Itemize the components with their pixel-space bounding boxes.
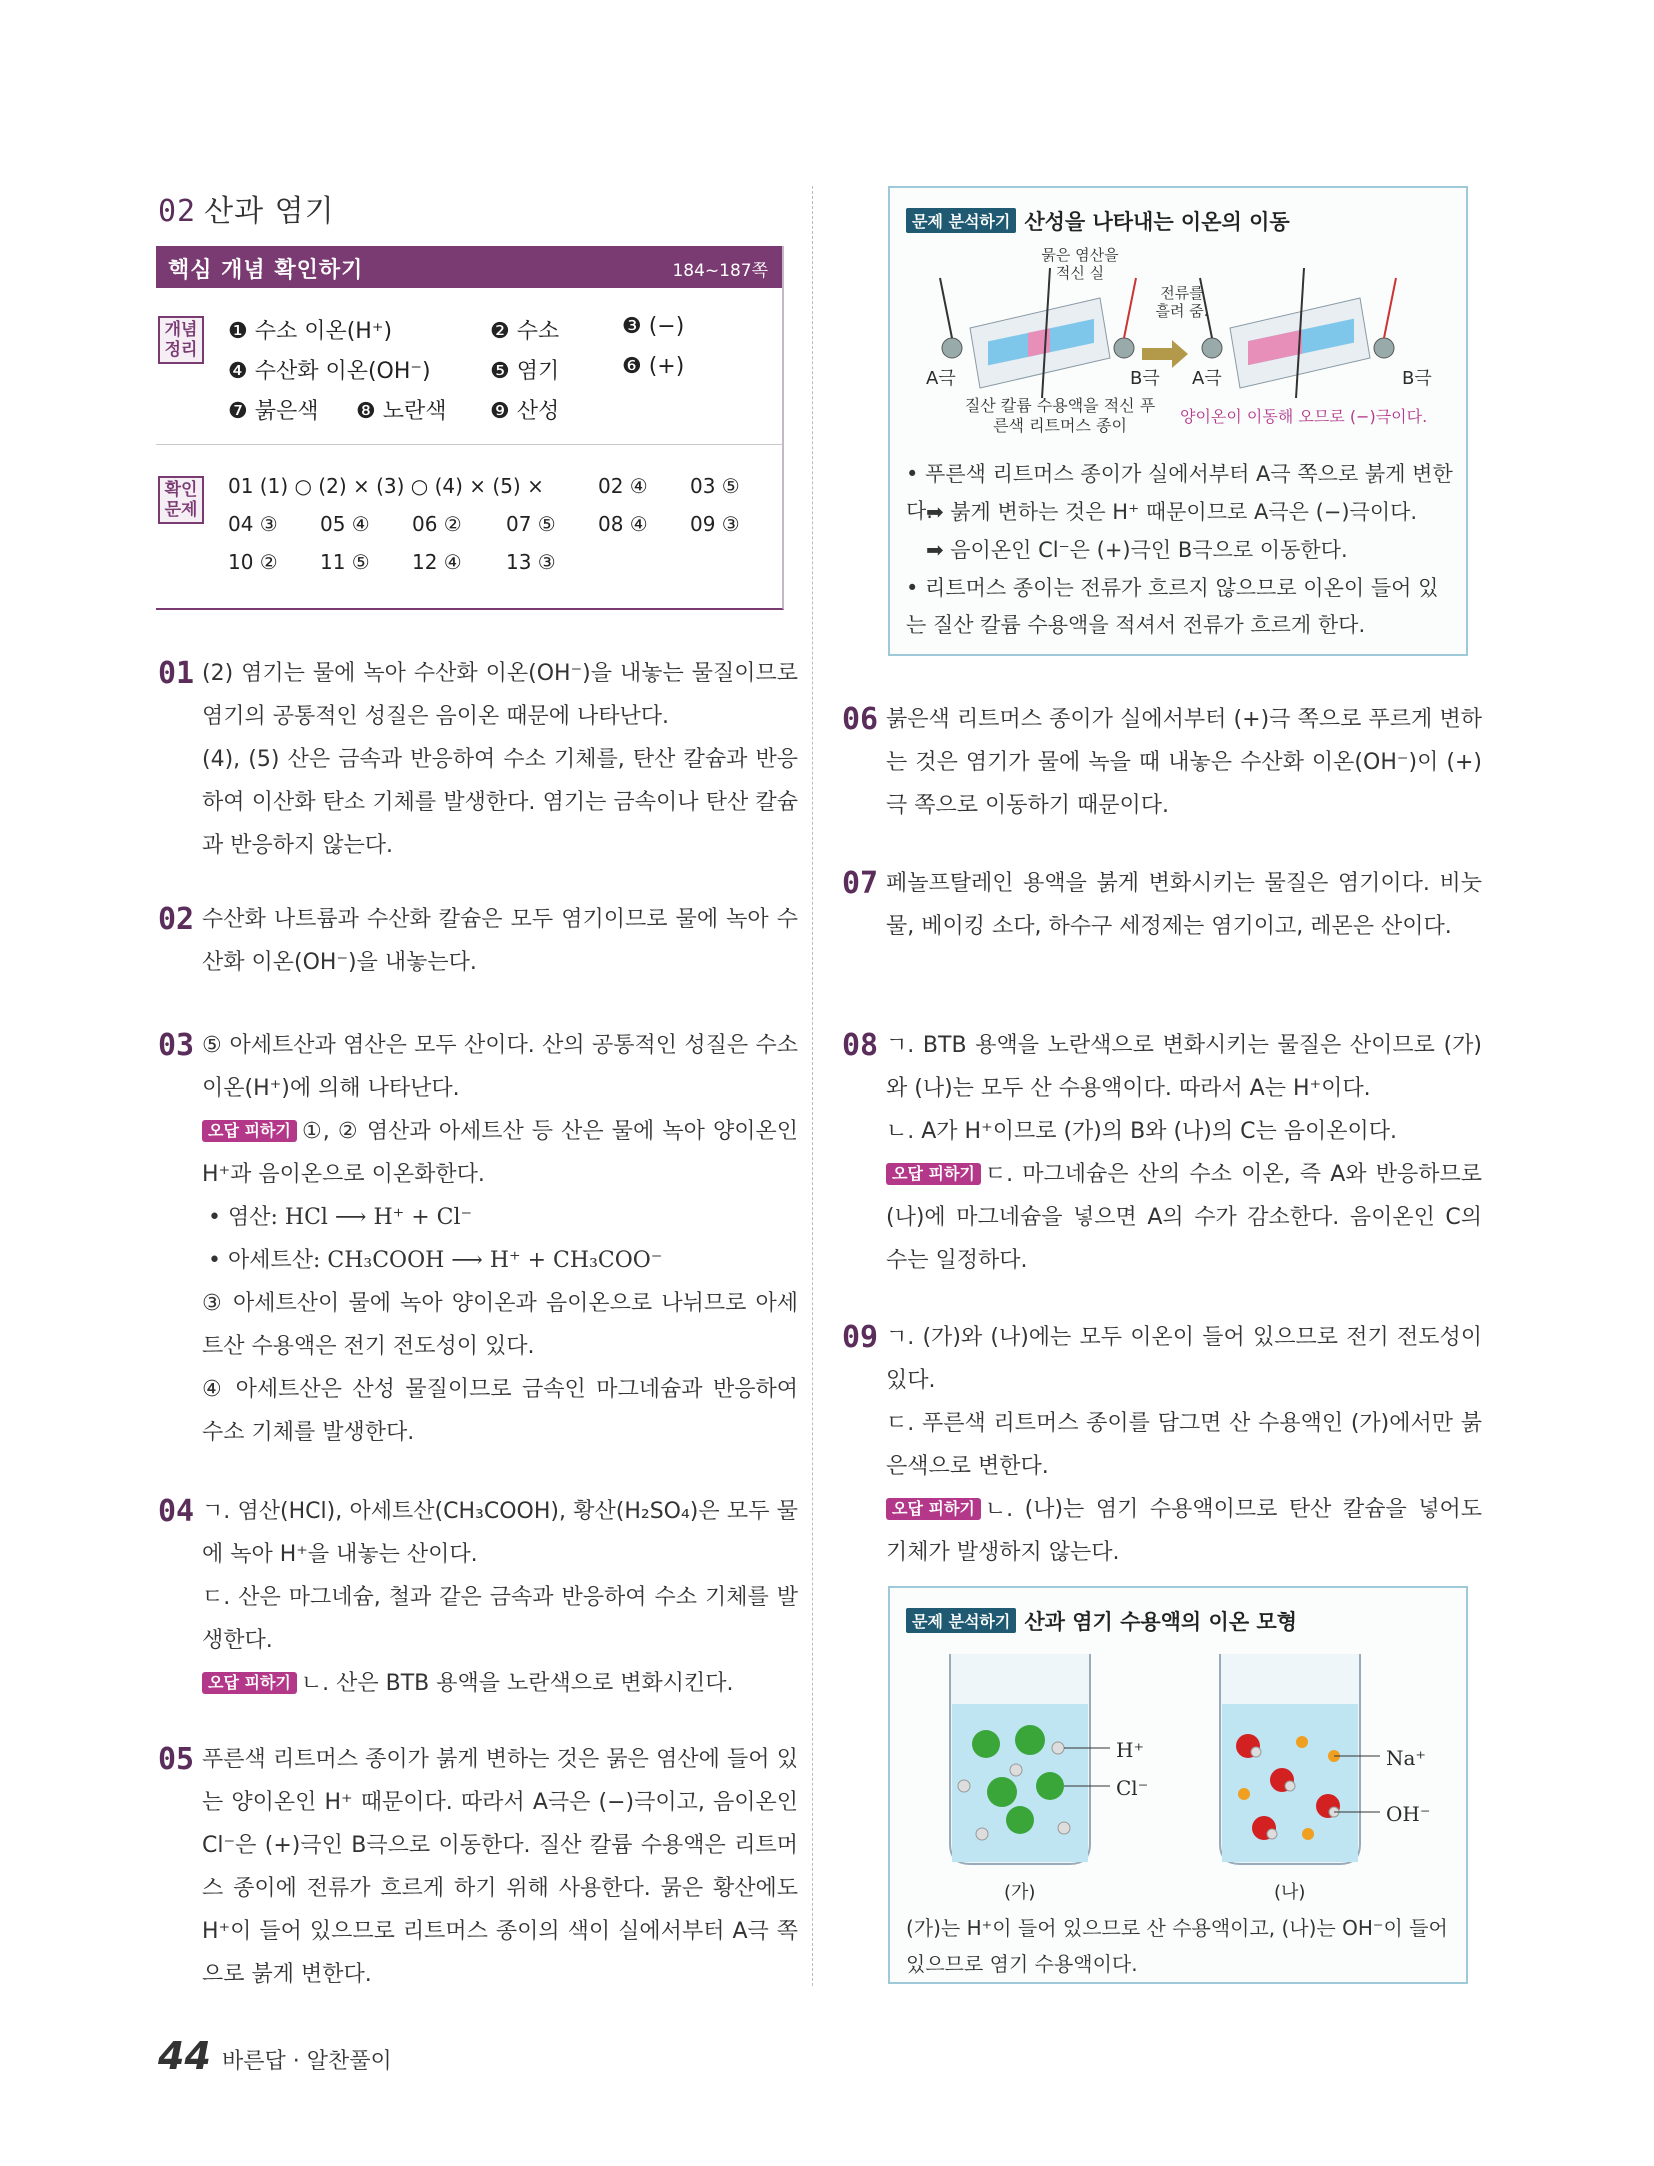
concept-row-3-a: ❼ 붉은색 (228, 399, 319, 424)
answer-text: ㄴ. 산은 BTB 용액을 노란색으로 변화시킨다. (300, 1671, 734, 1696)
column-divider (812, 186, 813, 1986)
analysis-bullet: ➡ 음이온인 Cl⁻은 (+)극인 B극으로 이동한다. (926, 538, 1348, 562)
check-row-2-e: 08 ④ (598, 512, 648, 536)
answer-number: 01 (158, 656, 195, 691)
page-number: 44 (158, 2034, 211, 2078)
check-row-3-a: 10 ② (228, 550, 278, 574)
concept-row-3-b: ❽ 노란색 (356, 399, 447, 424)
label-note: 양이온이 이동해 오므로 (−)극이다. (1180, 407, 1428, 426)
answer-number: 02 (158, 902, 195, 937)
analysis-bullet: ➡ 붉게 변하는 것은 H⁺ 때문이므로 A극은 (−)극이다. (926, 500, 1418, 524)
answer-text: ㄱ. BTB 용액을 노란색으로 변화시키는 물질은 산이므로 (가)와 (나)는 모두 산 수용액이다. 따라서 A는 H⁺이다. (886, 1033, 1482, 1101)
answer-06 (842, 698, 1482, 827)
answer-05 (158, 1738, 798, 1996)
check-row-1-b: 02 ④ (598, 474, 648, 498)
equation: • 아세트산: CH₃COOH ⟶ H⁺ + CH₃COO⁻ (208, 1248, 663, 1273)
answer-number: 08 (842, 1028, 879, 1063)
check-row-3-c: 12 ④ (412, 550, 462, 574)
label-paper: 질산 칼륨 수용액을 적신 푸른색 리트머스 종이 (964, 396, 1156, 435)
label-na-ion: Na⁺ (1386, 1746, 1426, 1770)
check-row-2-f: 09 ③ (690, 512, 740, 536)
beaker-diagram (930, 1644, 1430, 1874)
equation: • 염산: HCl ⟶ H⁺ + Cl⁻ (208, 1205, 473, 1230)
oops-badge: 오답 피하기 (202, 1672, 297, 1694)
label-a1: A극 (926, 368, 956, 389)
answer-text: 수산화 나트륨과 수산화 칼슘은 모두 염기이므로 물에 녹아 수산화 이온(OH⁻)을 내놓는다. (202, 907, 798, 975)
section-title (158, 186, 335, 230)
answer-text: ⑤ 아세트산과 염산은 모두 산이다. 산의 공통적인 성질은 수소 이온(H⁺)에 의해 나타난다. (202, 1033, 798, 1101)
concept-row-1-b: ❷ 수소 (490, 319, 560, 344)
oops-badge: 오답 피하기 (886, 1498, 981, 1520)
analysis-box-ion-model (888, 1586, 1468, 1984)
label-h-ion: H⁺ (1116, 1738, 1144, 1762)
analysis-tag: 문제 분석하기 (906, 208, 1016, 233)
answer-04 (158, 1490, 798, 1705)
analysis-heading: 산과 염기 수용액의 이온 모형 (1024, 1610, 1297, 1634)
answer-text: 푸른색 리트머스 종이가 붉게 변하는 것은 묽은 염산에 들어 있는 양이온인 H⁺ 때문이다. 따라서 A극은 (−)극이고, 음이온인 Cl⁻은 (+)극인 B극으로 이동한다. 질산 칼륨 수용액은 리트머스 종이에 전류가 흐르게 하기 위해 사용한다. 묽은 황산에도 H⁺이 들어 있으므로 리트머스 종이의 색이 실에서부터 A극 쪽으로 붉게 변한다. (202, 1747, 798, 1987)
answer-text: ㄷ. 마그네슘은 산의 수소 이온, 즉 A와 반응하므로 (나)에 마그네슘을 넣으면 A의 수가 감소한다. 음이온인 C의 수는 일정하다. (886, 1162, 1482, 1273)
answer-text: ㄱ. (가)와 (나)에는 모두 이온이 들어 있으므로 전기 전도성이 있다. (886, 1325, 1482, 1393)
answer-number: 07 (842, 866, 879, 901)
check-row-3-b: 11 ⑤ (320, 550, 370, 574)
apparatus-right (1200, 268, 1396, 398)
answer-number: 09 (842, 1320, 879, 1355)
analysis-title (906, 1606, 1297, 1636)
answer-text: ①, ② 염산과 아세트산 등 산은 물에 녹아 양이온인 H⁺과 음이온으로 이온화한다. (202, 1119, 798, 1187)
caption-b: (나) (1274, 1882, 1306, 1903)
oops-badge: 오답 피하기 (886, 1163, 981, 1185)
analysis-heading: 산성을 나타내는 이온의 이동 (1024, 210, 1290, 234)
answer-number: 04 (158, 1494, 195, 1529)
label-cl-ion: Cl⁻ (1116, 1776, 1149, 1800)
analysis-bullet: • 푸른색 리트머스 종이가 실에서부터 A극 쪽으로 붉게 변한다. (906, 462, 1453, 523)
answer-text: 붉은색 리트머스 종이가 실에서부터 (+)극 쪽으로 푸르게 변하는 것은 염기가 물에 녹을 때 내놓은 수산화 이온(OH⁻)이 (+)극 쪽으로 이동하기 때문이다. (886, 707, 1482, 818)
apparatus-left (940, 268, 1136, 398)
oops-badge: 오답 피하기 (202, 1120, 297, 1142)
answer-text: ㄴ. A가 H⁺이므로 (가)의 B와 (나)의 C는 음이온이다. (886, 1119, 1397, 1144)
check-row-2-b: 05 ④ (320, 512, 370, 536)
analysis-box-ion-movement (888, 186, 1468, 656)
concept-row-2-b: ❺ 염기 (490, 359, 560, 384)
check-row-2-c: 06 ② (412, 512, 462, 536)
check-row-2-d: 07 ⑤ (506, 512, 556, 536)
check-row-2-a: 04 ③ (228, 512, 278, 536)
analysis-tag: 문제 분석하기 (906, 1608, 1016, 1633)
concept-row-1-a: ❶ 수소 이온(H⁺) (228, 319, 393, 344)
caption-a: (가) (1004, 1882, 1036, 1903)
concept-tag: 개념 정리 (158, 316, 204, 364)
concept-row-2-c: ❻ (+) (622, 354, 685, 379)
summary-header (156, 246, 782, 288)
summary-title: 핵심 개념 확인하기 (168, 258, 364, 283)
answer-text: (2) 염기는 물에 녹아 수산화 이온(OH⁻)을 내놓는 물질이므로 염기의 공통적인 성질은 음이온 때문에 나타난다. (202, 661, 798, 729)
answer-02 (158, 898, 798, 984)
answer-text: 페놀프탈레인 용액을 붉게 변화시키는 물질은 염기이다. 비눗물, 베이킹 소다, 하수구 세정제는 염기이고, 레몬은 산이다. (886, 871, 1482, 939)
answer-03 (158, 1024, 798, 1454)
answer-text: ㄷ. 산은 마그네슘, 철과 같은 금속과 반응하여 수소 기체를 발생한다. (202, 1585, 798, 1653)
answer-text: ㄷ. 푸른색 리트머스 종이를 담그면 산 수용액인 (가)에서만 붉은색으로 변한다. (886, 1411, 1482, 1479)
footer-label: 바른답 · 알찬풀이 (222, 2049, 392, 2074)
answer-number: 05 (158, 1742, 195, 1777)
concept-row-3-c: ❾ 산성 (490, 399, 560, 424)
label-b2: B극 (1402, 368, 1432, 389)
check-row-3-d: 13 ③ (506, 550, 556, 574)
beaker-base (1220, 1654, 1380, 1864)
beaker-acid (950, 1654, 1110, 1864)
label-a2: A극 (1192, 368, 1222, 389)
answer-text: ④ 아세트산은 산성 물질이므로 금속인 마그네슘과 반응하여 수소 기체를 발생한다. (202, 1377, 798, 1445)
summary-box (156, 246, 784, 610)
answer-07 (842, 862, 1482, 948)
summary-pages: 184~187쪽 (672, 261, 768, 281)
answer-text: (4), (5) 산은 금속과 반응하여 수소 기체를, 탄산 칼슘과 반응하여 이산화 탄소 기체를 발생한다. 염기는 금속이나 탄산 칼슘과 반응하지 않는다. (202, 747, 798, 858)
label-current: 전류를 흘려 줌. (1155, 284, 1209, 320)
check-row-1-c: 03 ⑤ (690, 474, 740, 498)
check-row-1-a: 01 (1) ○ (2) × (3) ○ (4) × (5) × (228, 474, 544, 498)
answer-number: 03 (158, 1028, 195, 1063)
analysis-bullet: • 리트머스 종이는 전류가 흐르지 않으므로 이온이 들어 있는 질산 칼륨 수용액을 적셔서 전류가 흐르게 한다. (906, 576, 1439, 637)
check-tag: 확인 문제 (158, 476, 204, 524)
answer-08 (842, 1024, 1482, 1282)
label-b1: B극 (1130, 368, 1160, 389)
label-oh-ion: OH⁻ (1386, 1802, 1431, 1826)
analysis-title (906, 206, 1290, 236)
label-thread: 묽은 염산을 적신 실 (1041, 246, 1119, 282)
model-description: (가)는 H⁺이 들어 있으므로 산 수용액이고, (나)는 OH⁻이 들어 있으므로 염기 수용액이다. (906, 1916, 1448, 1976)
answer-text: ㄴ. (나)는 염기 수용액이므로 탄산 칼슘을 넣어도 기체가 발생하지 않는다. (886, 1497, 1482, 1565)
answer-text: ③ 아세트산이 물에 녹아 양이온과 음이온으로 나뉘므로 아세트산 수용액은 전기 전도성이 있다. (202, 1291, 798, 1359)
concept-row-2-a: ❹ 수산화 이온(OH⁻) (228, 359, 431, 384)
section-number: 02 (158, 194, 197, 229)
answer-number: 06 (842, 702, 879, 737)
answer-text: ㄱ. 염산(HCl), 아세트산(CH₃COOH), 황산(H₂SO₄)은 모두 물에 녹아 H⁺을 내놓는 산이다. (202, 1499, 798, 1567)
summary-divider (156, 444, 782, 445)
answer-09 (842, 1316, 1482, 1574)
answer-01 (158, 652, 798, 867)
section-name: 산과 염기 (204, 194, 335, 229)
concept-row-1-c: ❸ (−) (622, 314, 685, 339)
